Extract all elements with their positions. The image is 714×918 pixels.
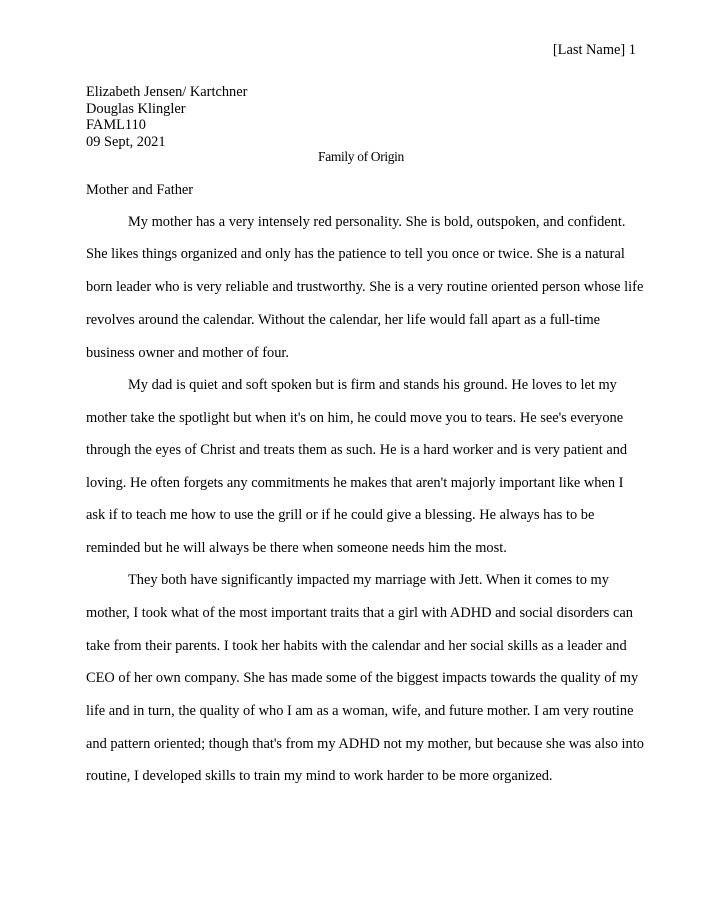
body-line: take from their parents. I took her habits with the calendar and her social skills as a leader and	[86, 638, 627, 654]
section-heading: Mother and Father	[86, 182, 194, 198]
student-name: Elizabeth Jensen/ Kartchner	[86, 84, 248, 100]
body-line: routine, I developed skills to train my mind to work harder to be more organized.	[86, 768, 553, 784]
body-line: loving. He often forgets any commitments he makes that aren't majorly important like when I	[86, 475, 624, 491]
body-line: ask if to teach me how to use the grill or if he could give a blessing. He always has to be	[86, 507, 595, 523]
body-line: mother take the spotlight but when it's on him, he could move you to tears. He see's everyone	[86, 410, 624, 426]
body-line: reminded but he will always be there when someone needs him the most.	[86, 540, 507, 556]
page-header-label: [Last Name] 1	[552, 42, 636, 58]
course-code: FAML110	[86, 117, 146, 133]
body-line: life and in turn, the quality of who I am as a woman, wife, and future mother. I am very routine	[86, 703, 634, 719]
body-line: CEO of her own company. She has made some of the biggest impacts towards the quality of my	[86, 670, 639, 686]
document-date: 09 Sept, 2021	[86, 133, 166, 150]
body-line: She likes things organized and only has the patience to tell you once or twice. She is a natural	[86, 246, 625, 262]
body-line: born leader who is very reliable and trustworthy. She is a very routine oriented person whose life	[86, 279, 644, 295]
body-line: My dad is quiet and soft spoken but is firm and stands his ground. He loves to let my	[128, 377, 617, 393]
body-line: My mother has a very intensely red personality. She is bold, outspoken, and confident.	[128, 214, 626, 230]
body-line: through the eyes of Christ and treats them as such. He is a hard worker and is very patient and	[86, 442, 628, 458]
body-line: and pattern oriented; though that's from my ADHD not my mother, but because she was also into	[86, 736, 644, 752]
document-title: Family of Origin	[318, 149, 404, 164]
body-line: They both have significantly impacted my marriage with Jett. When it comes to my	[128, 572, 609, 588]
instructor-name: Douglas Klingler	[86, 100, 186, 117]
body-line: mother, I took what of the most important traits that a girl with ADHD and social disorders can	[86, 605, 633, 621]
mla-heading-block	[86, 84, 636, 150]
body-line: business owner and mother of four.	[86, 345, 290, 361]
body-line: revolves around the calendar. Without the calendar, her life would fall apart as a full-time	[86, 312, 601, 328]
